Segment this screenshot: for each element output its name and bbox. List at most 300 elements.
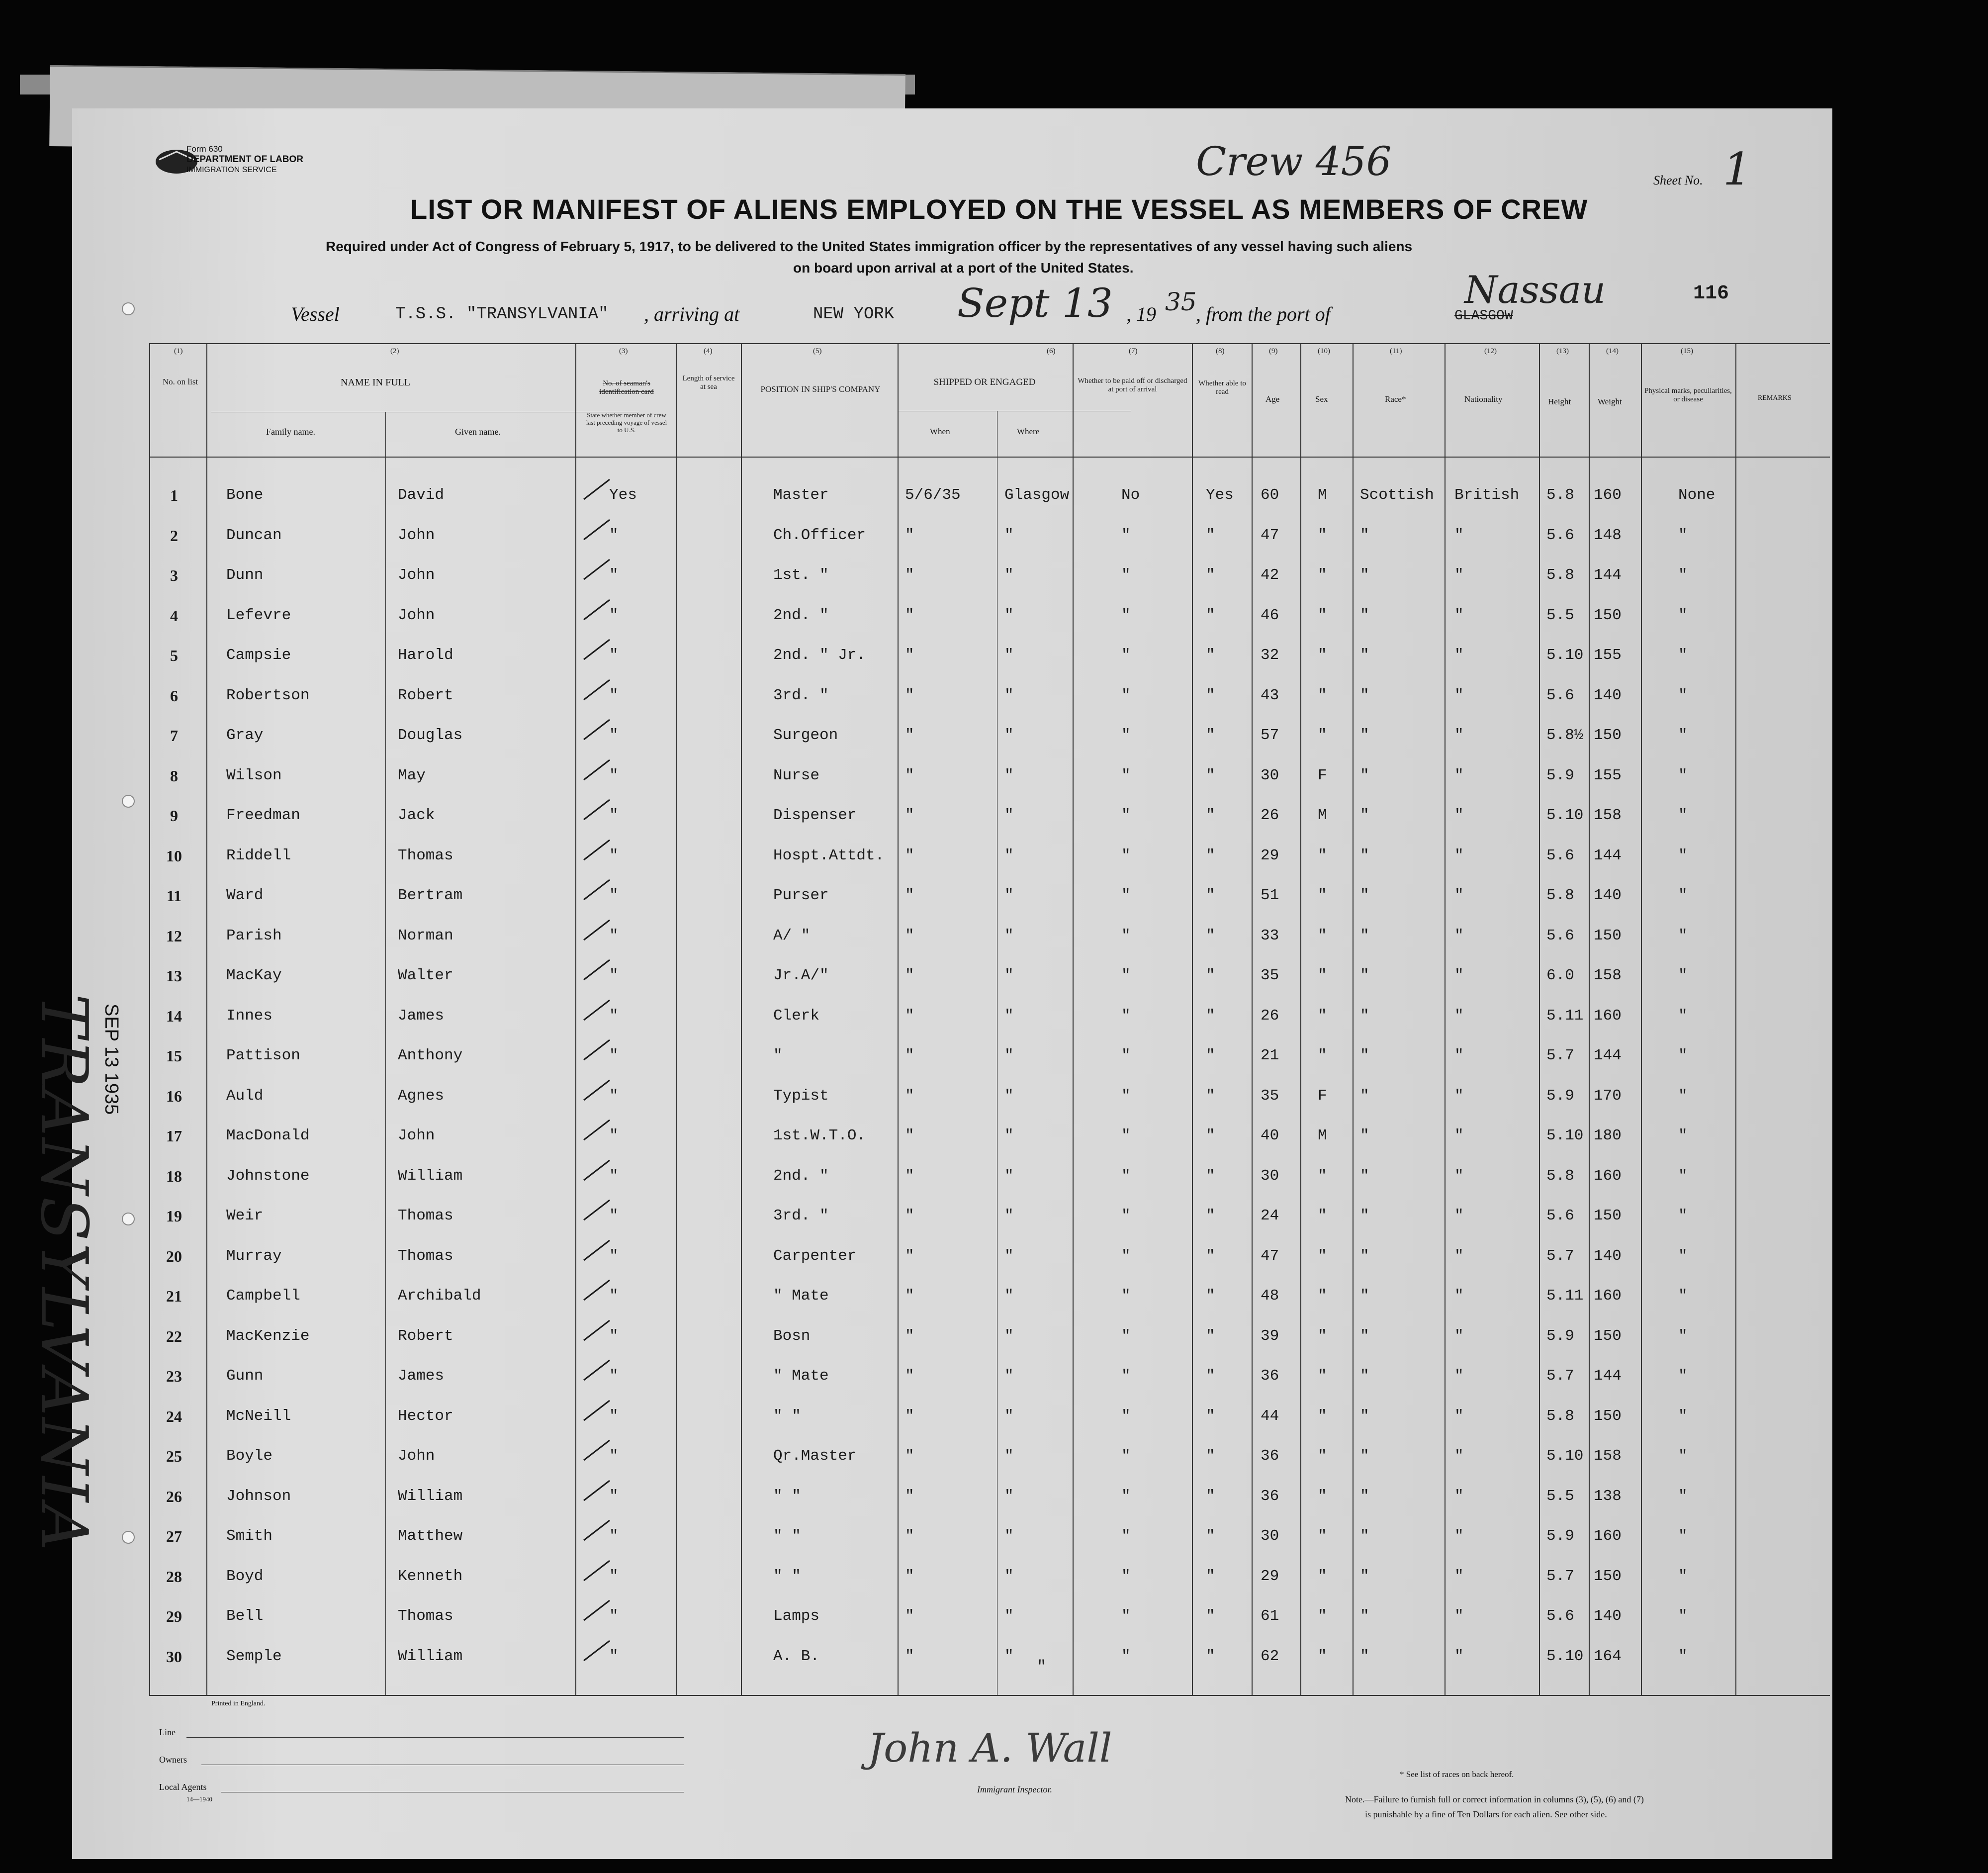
given-name: Thomas [398,1607,453,1625]
table-row [72,1607,1832,1647]
shipped-when: " [905,1007,914,1025]
row-number: 1 [170,486,178,504]
position: " " [773,1407,801,1425]
table-row [72,1367,1832,1407]
weight: 155 [1594,647,1622,664]
shipped-when: " [905,1647,914,1665]
fine-note-line1: Note.—Failure to furnish full or correct information in columns (3), (5), (6) and (7) [1345,1794,1644,1804]
side-vessel-stamp: TRANSYLVANIA [26,994,102,1553]
col12-number: (12) [1484,347,1497,355]
family-name: Lefevre [226,606,291,624]
previous-voyage: " [609,887,619,904]
nationality: British [1454,486,1520,504]
weight: 140 [1594,887,1622,904]
height: 5.9 [1546,1327,1574,1345]
able-to-read: " [1206,1407,1215,1425]
col4-number: (4) [704,347,713,355]
paid-off: " [1121,1207,1131,1224]
form-subtitle-line2: on board upon arrival at a port of the United States. [793,260,1134,276]
family-name: Murray [226,1247,282,1265]
shipped-where: " [1004,1047,1014,1064]
nationality: " [1454,1247,1464,1265]
sex: M [1318,1127,1327,1144]
nationality: " [1454,1647,1464,1665]
vessel-name: T.S.S. "TRANSYLVANIA" [395,305,609,324]
col11-number: (11) [1390,347,1402,355]
family-name: Bone [226,486,264,504]
paid-off: " [1121,927,1131,944]
row-number: 7 [170,727,178,745]
shipped-when: " [905,927,914,944]
row-number: 24 [166,1407,182,1425]
race: " [1360,1407,1369,1425]
col2-number: (2) [390,347,399,355]
able-to-read: " [1206,647,1215,664]
paid-off: " [1121,1407,1131,1425]
check-mark-icon [582,878,612,905]
agency-service: IMMIGRATION SERVICE [186,166,277,174]
shipped-where: " [1004,1647,1014,1665]
age: 30 [1261,1527,1279,1545]
position: Ch.Officer [773,526,866,544]
height: 5.10 [1546,1647,1584,1665]
nationality: " [1454,647,1464,664]
given-name: Hector [398,1407,453,1425]
family-name: Dunn [226,566,264,584]
row-number: 16 [166,1087,182,1105]
sex: " [1318,967,1327,984]
check-mark-icon [582,1399,612,1426]
physical-marks: " [1678,1167,1688,1185]
form-subtitle-line1: Required under Act of Congress of February 5, 1917, to be delivered to the United States immigration officer by the representatives of any vessel having such aliens [326,239,1413,254]
given-name: Robert [398,686,453,704]
position: 1st.W.T.O. [773,1127,866,1144]
col5-header: POSITION IN SHIP'S COMPANY [760,384,881,394]
age: 33 [1261,927,1279,944]
check-mark-icon [582,1639,612,1666]
given-name: William [398,1487,463,1505]
nationality: " [1454,807,1464,824]
age: 21 [1261,1047,1279,1064]
height: 6.0 [1546,967,1574,984]
height: 5.6 [1546,1607,1574,1625]
row-number: 14 [166,1007,182,1025]
given-name: Jack [398,807,435,824]
paid-off: " [1121,1447,1131,1465]
able-to-read: " [1206,686,1215,704]
given-name: John [398,1127,435,1144]
physical-marks: " [1678,807,1688,824]
agency-name: DEPARTMENT OF LABOR [186,154,304,165]
check-mark-icon [582,838,612,865]
physical-marks: " [1678,1367,1688,1385]
previous-voyage: " [609,967,619,984]
col15-header: Physical marks, peculiarities, or disease [1644,387,1732,404]
weight: 164 [1594,1647,1622,1665]
table-row [72,1007,1832,1047]
family-name: Ward [226,887,264,904]
sex: " [1318,1567,1327,1585]
family-name: Duncan [226,526,282,544]
position: Nurse [773,766,820,784]
race: " [1360,1527,1369,1545]
able-to-read: " [1206,1087,1215,1105]
shipped-when: " [905,1167,914,1185]
weight: 160 [1594,1167,1622,1185]
weight: 138 [1594,1487,1622,1505]
arriving-port: NEW YORK [813,305,895,324]
check-mark-icon [582,1158,612,1186]
nationality: " [1454,686,1464,704]
age: 29 [1261,1567,1279,1585]
nationality: " [1454,1287,1464,1305]
shipped-where: " [1004,1327,1014,1345]
shipped-when: " [905,846,914,864]
row-number: 5 [170,647,178,664]
weight: 150 [1594,1567,1622,1585]
line-field-rule [186,1737,684,1738]
physical-marks: " [1678,1567,1688,1585]
position: " " [773,1527,801,1545]
check-mark-icon [582,1598,612,1626]
check-mark-icon [582,1118,612,1145]
height: 5.9 [1546,766,1574,784]
table-row [72,767,1832,807]
position: Purser [773,887,829,904]
family-name: Pattison [226,1047,300,1064]
shipped-where: " [1004,526,1014,544]
age: 32 [1261,647,1279,664]
age: 60 [1261,486,1279,504]
paid-off: " [1121,1367,1131,1385]
sex: " [1318,1207,1327,1224]
nationality: " [1454,727,1464,744]
weight: 144 [1594,846,1622,864]
sex: " [1318,1327,1327,1345]
physical-marks: " [1678,1007,1688,1025]
year-handwritten: 35 [1165,287,1197,316]
extra-ditto: " [1037,1658,1047,1676]
previous-voyage: " [609,1247,619,1265]
shipped-where: " [1004,1167,1014,1185]
row-number: 15 [166,1047,182,1065]
able-to-read: " [1206,1207,1215,1224]
given-name: Harold [398,647,453,664]
previous-voyage: " [609,1167,619,1185]
nationality: " [1454,1407,1464,1425]
check-mark-icon [582,598,612,625]
shipped-where: " [1004,1407,1014,1425]
able-to-read: " [1206,526,1215,544]
col3-header: State whether member of crew last preceding voyage of vessel to U.S. [586,411,667,434]
sex: " [1318,846,1327,864]
col13-header: Height [1548,397,1571,406]
row-number: 9 [170,807,178,825]
able-to-read: " [1206,766,1215,784]
table-row [72,1047,1832,1087]
family-name: Boyd [226,1567,264,1585]
height: 5.11 [1546,1007,1584,1025]
table-row [72,1568,1832,1607]
check-mark-icon [582,718,612,745]
height: 5.8 [1546,1167,1574,1185]
weight: 160 [1594,486,1622,504]
previous-voyage: " [609,686,619,704]
table-row [72,967,1832,1007]
nationality: " [1454,967,1464,984]
check-mark-icon [582,1358,612,1386]
weight: 150 [1594,927,1622,944]
given-name: John [398,566,435,584]
previous-voyage: " [609,927,619,944]
printed-in: Printed in England. [211,1700,266,1707]
race: " [1360,1647,1369,1665]
weight: 158 [1594,967,1622,984]
shipped-where: " [1004,566,1014,584]
family-name: Parish [226,927,282,944]
when-header: When [930,427,950,436]
table-row [72,1087,1832,1127]
col6-header: SHIPPED OR ENGAGED [933,377,1036,387]
weight: 150 [1594,606,1622,624]
table-row [72,1167,1832,1207]
sex: " [1318,1607,1327,1625]
age: 47 [1261,1247,1279,1265]
position: 2nd. " Jr. [773,647,866,664]
sex: " [1318,526,1327,544]
physical-marks: " [1678,967,1688,984]
position: Clerk [773,1007,820,1025]
sex: " [1318,1167,1327,1185]
given-name: David [398,486,445,504]
shipped-when: 5/6/35 [905,486,961,504]
shipped-where: " [1004,1567,1014,1585]
age: 43 [1261,686,1279,704]
col1-number: (1) [174,347,183,355]
weight: 148 [1594,526,1622,544]
height: 5.7 [1546,1047,1574,1064]
shipped-when: " [905,967,914,984]
nationality: " [1454,1447,1464,1465]
sex: " [1318,1407,1327,1425]
check-mark-icon [582,1518,612,1546]
previous-voyage: " [609,846,619,864]
able-to-read: " [1206,1367,1215,1385]
height: 5.9 [1546,1087,1574,1105]
height: 5.6 [1546,846,1574,864]
age: 46 [1261,606,1279,624]
check-mark-icon [582,1198,612,1225]
row-number: 17 [166,1127,182,1145]
able-to-read: " [1206,1487,1215,1505]
shipped-where: " [1004,727,1014,744]
previous-voyage: " [609,1607,619,1625]
given-name: Thomas [398,846,453,864]
check-mark-icon [582,998,612,1026]
col2-header: NAME IN FULL [341,377,410,388]
table-row [72,566,1832,606]
table-row [72,847,1832,887]
position: " " [773,1567,801,1585]
family-name: MacKay [226,967,282,984]
race: " [1360,1007,1369,1025]
given-name: Walter [398,967,453,984]
table-row [72,486,1832,526]
paid-off: " [1121,1087,1131,1105]
shipped-when: " [905,566,914,584]
race: " [1360,1127,1369,1144]
shipped-where: " [1004,1007,1014,1025]
row-number: 29 [166,1607,182,1625]
height: 5.6 [1546,526,1574,544]
family-name: Robertson [226,686,310,704]
paid-off: " [1121,1527,1131,1545]
shipped-when: " [905,1527,914,1545]
weight: 158 [1594,1447,1622,1465]
previous-voyage: " [609,1207,619,1224]
weight: 140 [1594,686,1622,704]
weight: 150 [1594,727,1622,744]
physical-marks: " [1678,1447,1688,1465]
row-number: 2 [170,526,178,545]
shipped-where: " [1004,1487,1014,1505]
nationality: " [1454,1047,1464,1064]
shipped-where: Glasgow [1004,486,1070,504]
sex: " [1318,887,1327,904]
paid-off: " [1121,1647,1131,1665]
shipped-where: " [1004,686,1014,704]
shipped-when: " [905,1447,914,1465]
row-number: 26 [166,1487,182,1505]
able-to-read: " [1206,727,1215,744]
physical-marks: " [1678,1207,1688,1224]
paid-off: " [1121,566,1131,584]
weight: 140 [1594,1607,1622,1625]
shipped-when: " [905,1567,914,1585]
height: 5.8 [1546,486,1574,504]
paid-off: " [1121,1047,1131,1064]
crew-note-handwritten: Crew 456 [1196,138,1392,185]
table-row [72,1648,1832,1687]
family-name: Auld [226,1087,264,1105]
weight: 150 [1594,1207,1622,1224]
weight: 160 [1594,1527,1622,1545]
nationality: " [1454,927,1464,944]
sex: M [1318,807,1327,824]
col1-header: No. on list [162,377,198,386]
height: 5.7 [1546,1567,1574,1585]
previous-voyage: " [609,1287,619,1305]
race: " [1360,807,1369,824]
row-number: 25 [166,1447,182,1465]
col10-number: (10) [1318,347,1330,355]
row-number: 11 [166,887,182,905]
col8-number: (8) [1216,347,1225,355]
weight: 170 [1594,1087,1622,1105]
height: 5.8 [1546,566,1574,584]
family-name: McNeill [226,1407,291,1425]
weight: 140 [1594,1247,1622,1265]
agency-form-no: Form 630 [186,144,223,154]
height: 5.7 [1546,1367,1574,1385]
shipped-where: " [1004,1287,1014,1305]
shipped-where: " [1004,1247,1014,1265]
check-mark-icon [582,1318,612,1346]
able-to-read: " [1206,1527,1215,1545]
row-number: 23 [166,1367,182,1385]
race: " [1360,686,1369,704]
able-to-read: " [1206,1647,1215,1665]
family-name: Riddell [226,846,291,864]
race: " [1360,1607,1369,1625]
original-port-struck: GLASGOW [1454,308,1513,324]
weight: 180 [1594,1127,1622,1144]
sex: F [1318,766,1327,784]
family-name: Weir [226,1207,264,1224]
position: Master [773,486,829,504]
age: 36 [1261,1447,1279,1465]
table-row [72,927,1832,967]
sex: " [1318,1247,1327,1265]
previous-voyage: " [609,1447,619,1465]
sex: " [1318,1007,1327,1025]
row-number: 8 [170,766,178,785]
age: 35 [1261,967,1279,984]
race: " [1360,766,1369,784]
position: Dispenser [773,807,857,824]
height: 5.8½ [1546,727,1584,744]
shipped-when: " [905,807,914,824]
check-mark-icon [582,477,612,505]
previous-voyage: " [609,1327,619,1345]
family-name: Boyle [226,1447,273,1465]
given-name: William [398,1167,463,1185]
given-name: Anthony [398,1047,463,1064]
height: 5.10 [1546,647,1584,664]
sex: " [1318,647,1327,664]
table-bottom-rule [149,1695,1830,1696]
physical-marks: " [1678,1087,1688,1105]
able-to-read: " [1206,1607,1215,1625]
table-row [72,807,1832,846]
check-mark-icon [582,1438,612,1466]
race: " [1360,1167,1369,1185]
given-name: May [398,766,426,784]
race: " [1360,1487,1369,1505]
shipped-when: " [905,766,914,784]
position: Jr.A/" [773,967,829,984]
race: " [1360,1327,1369,1345]
shipped-where: " [1004,887,1014,904]
given-name: James [398,1367,445,1385]
table-row [72,1447,1832,1487]
agents-label: Local Agents [159,1782,207,1792]
position: Hospt.Attdt. [773,846,885,864]
able-to-read: " [1206,1447,1215,1465]
table-row [72,1127,1832,1167]
weight: 144 [1594,1367,1622,1385]
paid-off: " [1121,967,1131,984]
weight: 144 [1594,1047,1622,1064]
form-code: 14—1940 [186,1795,212,1803]
check-mark-icon [582,1278,612,1306]
shipped-when: " [905,526,914,544]
previous-voyage: " [609,1367,619,1385]
vessel-label: Vessel [291,303,340,325]
weight: 144 [1594,566,1622,584]
shipped-where: " [1004,927,1014,944]
family-name: MacKenzie [226,1327,310,1345]
